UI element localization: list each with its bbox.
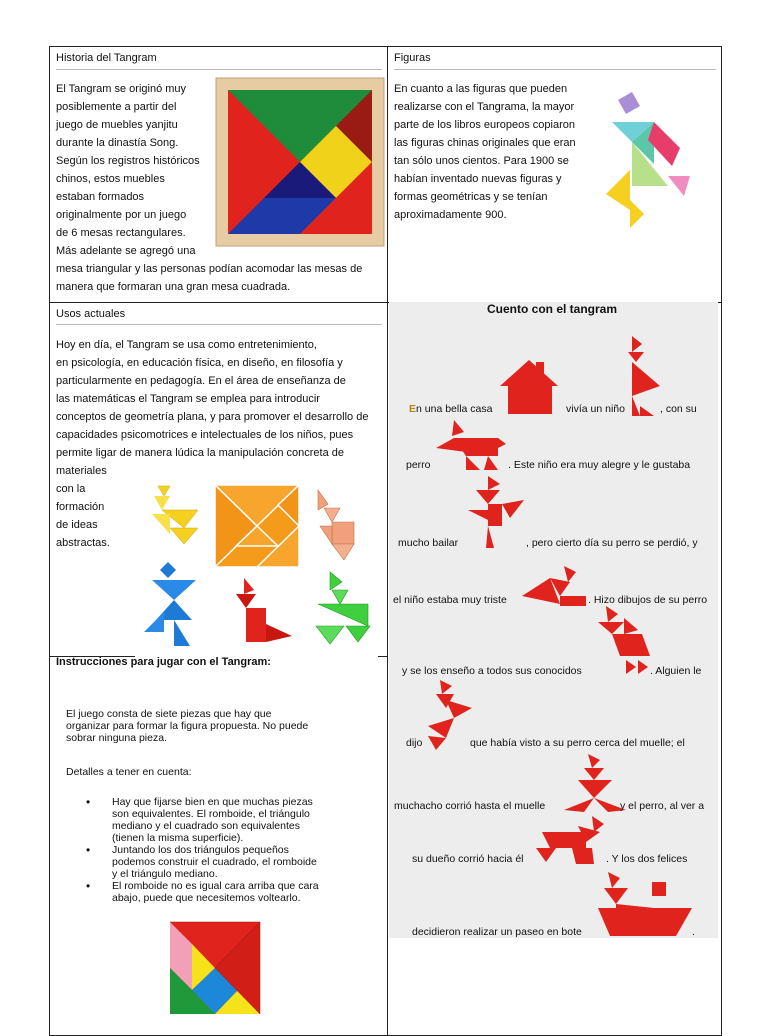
story-line-8a: su dueño corrió hacia él (412, 853, 524, 865)
tangram-figure-rabbit (314, 488, 358, 564)
history-text-line: durante la dinastía Song. (56, 137, 179, 149)
uses-text-line: materiales (56, 465, 107, 477)
uses-text-line: conceptos de geometría plana, y para promover el desarrollo de (56, 411, 369, 423)
history-text-line: de 6 mesas rectangulares. (56, 227, 186, 239)
story-title: Cuento con el tangram (487, 302, 618, 316)
tangram-figure-duck (148, 484, 208, 548)
figures-title-rule (394, 69, 716, 70)
instructions-intro-line: sobrar ninguna pieza. (66, 732, 167, 744)
figures-text-line: En cuanto a las figuras que pueden (394, 83, 568, 95)
tangram-child-icon (626, 334, 660, 416)
story-line-7a: muchacho corrió hasta el muelle (394, 800, 546, 812)
uses-text-line: permite ligar de manera lúdica la manipulación concreta de (56, 447, 344, 459)
instructions-bullet-line: • Juntando los dos triángulos pequeños (112, 844, 289, 856)
uses-text-line: formación (56, 501, 105, 513)
tangram-figure-red-cat (232, 576, 294, 648)
story-line-5b: . Alguien le (650, 665, 702, 677)
tangram-drawing-dog-icon (598, 604, 652, 656)
tangram-figure-runner (604, 90, 694, 230)
story-line-6a: dijo (406, 737, 423, 749)
uses-text-line: capacidades psicomotrices e intelectuales de los niños, pues (56, 429, 354, 441)
instructions-bullet-line: son equivalentes. El romboide, el triángulo (112, 808, 310, 820)
instructions-bullet-line: • El romboide no es igual cara arriba que cara (112, 880, 319, 892)
figures-title: Figuras (394, 52, 431, 64)
story-line-9a: decidieron realizar un paseo en bote (412, 926, 582, 938)
uses-title: Usos actuales (56, 308, 126, 320)
uses-text-line: las matemáticas el Tangram se emplea para introducir (56, 393, 320, 405)
uses-text-line: Hoy en día, el Tangram se usa como entretenimiento, (56, 339, 317, 351)
story-line-1a: En una bella casa (409, 403, 493, 415)
story-line-6b: que había visto a su perro cerca del muelle; el (470, 737, 685, 749)
instructions-bullet-line: mediano y el cuadrado son equivalentes (112, 820, 300, 832)
figures-text-line: aproximadamente 900. (394, 209, 507, 221)
history-text-line: Según los registros históricos (56, 155, 200, 167)
tangram-figure-blue-person (142, 560, 206, 648)
instructions-bullet-line: (tienen la misma superficie). (112, 832, 244, 844)
instructions-bullet-item (86, 880, 376, 904)
tangram-sad-child-icon (520, 564, 586, 606)
tangram-boat-icon (598, 868, 692, 936)
story-line-8b: . Y los dos felices (606, 853, 688, 865)
instructions-bullet-line: podemos construir el cuadrado, el romboide (112, 856, 317, 868)
instructions-intro-line: El juego consta de siete piezas que hay que (66, 708, 272, 720)
history-text-line: juego de muebles yanjitu (56, 119, 178, 131)
instructions-bullet-item (86, 796, 376, 844)
tangram-figure-green-bird (312, 570, 374, 648)
instructions-bullet-line: abajo, puede que necesitemos voltearlo. (112, 892, 301, 904)
uses-text-line: en psicología, en educación física, en diseño, en filosofía y (56, 357, 343, 369)
instructions-intro-line: organizar para formar la figura propuesta. No puede (66, 720, 309, 732)
instructions-bullet-list (86, 796, 376, 904)
instructions-bullet-item (86, 844, 376, 880)
figures-text-line: habían inventado nuevas figuras y (394, 173, 562, 185)
instructions-title: Instrucciones para jugar con el Tangram: (56, 656, 271, 668)
history-text-line: manera que formaran una gran mesa cuadrada. (56, 281, 291, 293)
uses-text-line: particularmente en pedagogía. En el área de enseñanza de (56, 375, 346, 387)
figures-text (394, 80, 624, 224)
instructions-rule-end (378, 656, 387, 657)
instructions-bullets (86, 796, 376, 904)
story-line-3a: mucho bailar (398, 537, 459, 549)
history-text-line: estaban formados (56, 191, 145, 203)
tangram-wooden-image (216, 78, 384, 246)
tangram-arrows-icon (626, 658, 650, 676)
figures-text-line: tan sólo unos cientos. Para 1900 se (394, 155, 569, 167)
history-text-line: originalmente por un juego (56, 209, 187, 221)
history-title-rule (56, 69, 382, 70)
tangram-runner-icon (564, 752, 626, 812)
tangram-instructions-square (170, 922, 260, 1014)
uses-title-rule (56, 324, 382, 325)
tangram-square-orange (214, 484, 300, 568)
story-line-2a: perro (406, 459, 431, 471)
figures-text-line: realizarse con el Tangrama, la mayor (394, 101, 575, 113)
figures-text-line: parte de los libros europeos copiaron (394, 119, 576, 131)
tangram-dog-icon (436, 418, 506, 470)
tangram-house-icon (500, 358, 558, 414)
story-line-4a: el niño estaba muy triste (393, 594, 507, 606)
uses-text-line: con la (56, 483, 86, 495)
story-line-4b: . Hizo dibujos de su perro (588, 594, 708, 606)
story-line-9b: . (692, 926, 695, 938)
story-line-2b: . Este niño era muy alegre y le gustaba (508, 459, 691, 471)
tangram-running-dog-icon (536, 814, 608, 864)
story-line-7b: y el perro, al ver a (620, 800, 705, 812)
uses-text-line: abstractas. (56, 537, 110, 549)
column-divider (387, 46, 388, 1036)
history-text-line: posiblemente a partir del (56, 101, 177, 113)
history-text-line: mesa triangular y las personas podían acomodar las mesas de (56, 263, 363, 275)
instructions-bullet-line: y el triángulo mediano. (112, 868, 218, 880)
instructions-bullet-line: • Hay que fijarse bien en que muchas piezas (112, 796, 313, 808)
story-first-letter: E (409, 403, 417, 415)
figures-text-line: formas geométricas y se tenían (394, 191, 548, 203)
history-title: Historia del Tangram (56, 52, 157, 64)
history-text-line: chinos, estos muebles (56, 173, 165, 185)
tangram-dancer-icon (466, 474, 526, 548)
story-line-3b: , pero cierto día su perro se perdió, y (526, 537, 698, 549)
story-line-1b: vivía un niño (566, 403, 625, 415)
story-line-1c: , con su (660, 403, 697, 415)
tangram-person-pointing-icon (424, 678, 474, 750)
instructions-details-label: Detalles a tener en cuenta: (66, 766, 192, 778)
history-text-line: El Tangram se originó muy (56, 83, 187, 95)
story-line-5a: y se los enseño a todos sus conocidos (402, 665, 582, 677)
uses-text-line: de ideas (56, 519, 98, 531)
instructions-intro (66, 708, 376, 744)
figures-text-line: las figuras chinas originales que eran (394, 137, 576, 149)
history-text-line: Más adelante se agregó una (56, 245, 196, 257)
